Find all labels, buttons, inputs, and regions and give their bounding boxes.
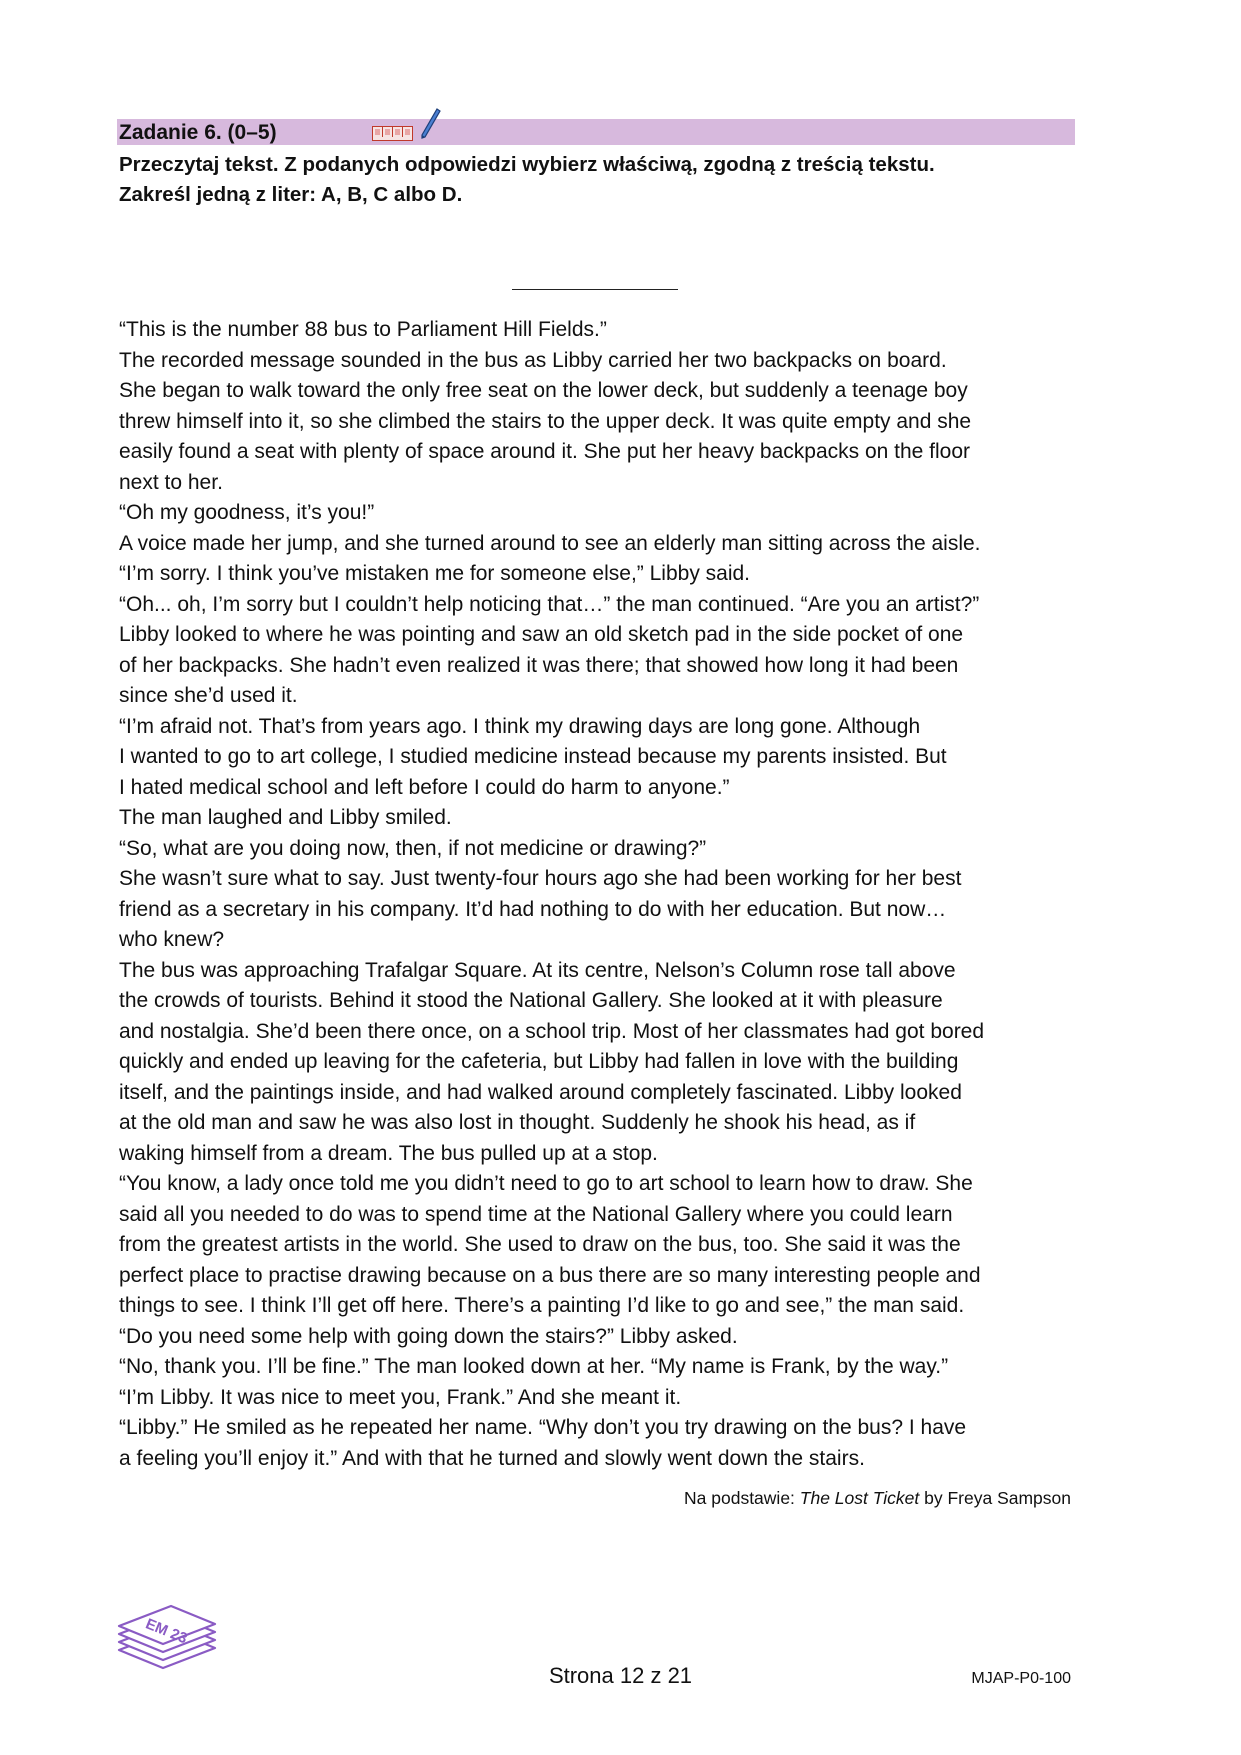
score-box bbox=[403, 127, 412, 137]
story-text bbox=[119, 315, 1079, 1474]
story-line: I wanted to go to art college, I studied medicine instead because my parents insisted. But bbox=[119, 745, 947, 768]
story-line: easily found a seat with plenty of space around it. She put her heavy backpacks on the floor bbox=[119, 440, 971, 463]
story-line: who knew? bbox=[119, 928, 225, 951]
story-line: The man laughed and Libby smiled. bbox=[119, 806, 452, 829]
story-line: threw himself into it, so she climbed the stairs to the upper deck. It was quite empty and she bbox=[119, 409, 972, 433]
story-line: quickly and ended up leaving for the cafeteria, but Libby had fallen in love with the building bbox=[119, 1050, 959, 1073]
instruction-line: Przeczytaj tekst. Z podanych odpowiedzi wybierz właściwą, zgodną z treścią tekstu. bbox=[119, 153, 935, 176]
story-line: of her backpacks. She hadn’t even realized it was there; that showed how long it had been bbox=[119, 653, 959, 677]
story-line: “Do you need some help with going down the stairs?” Libby asked. bbox=[119, 1324, 738, 1348]
story-line: Libby looked to where he was pointing and saw an old sketch pad in the side pocket of one bbox=[119, 623, 964, 646]
story-line: The bus was approaching Trafalgar Square. At its centre, Nelson’s Column rose tall above bbox=[119, 958, 956, 982]
page-number: Strona 12 z 21 bbox=[548, 1663, 693, 1688]
story-line: I hated medical school and left before I could do harm to anyone.” bbox=[119, 775, 730, 799]
story-line: the crowds of tourists. Behind it stood the National Gallery. She looked at it with pleasure bbox=[119, 989, 943, 1012]
story-line: “Oh my goodness, it’s you!” bbox=[119, 501, 375, 524]
story-line: “Libby.” He smiled as he repeated her name. “Why don’t you try drawing on the bus? I have bbox=[119, 1416, 967, 1439]
source-suffix: by Freya Sampson bbox=[919, 1488, 1071, 1508]
story-line: “Oh... oh, I’m sorry but I couldn’t help noticing that…” the man continued. “Are you an artist?” bbox=[119, 592, 980, 616]
pen-icon bbox=[419, 107, 441, 141]
score-box bbox=[373, 127, 383, 137]
story-line: from the greatest artists in the world. She used to draw on the bus, too. She said it was the bbox=[119, 1233, 961, 1256]
section-divider bbox=[512, 289, 678, 290]
story-line: “You know, a lady once told me you didn’t need to go to art school to learn how to draw. She bbox=[119, 1172, 973, 1195]
story-line: The recorded message sounded in the bus as Libby carried her two backpacks on board. bbox=[119, 348, 947, 372]
instruction-line: Zakreśl jedną z liter: A, B, C albo D. bbox=[119, 183, 463, 206]
story-line: waking himself from a dream. The bus pulled up at a stop. bbox=[119, 1141, 658, 1165]
logo-text: EM 23 bbox=[143, 1615, 190, 1648]
source-book-title: The Lost Ticket bbox=[799, 1488, 920, 1508]
story-line: “No, thank you. I’ll be fine.” The man looked down at her. “My name is Frank, by the way.” bbox=[119, 1355, 949, 1378]
story-line: “I’m Libby. It was nice to meet you, Frank.” And she meant it. bbox=[119, 1385, 682, 1409]
story-line: “This is the number 88 bus to Parliament Hill Fields.” bbox=[119, 318, 607, 341]
story-line: A voice made her jump, and she turned around to see an elderly man sitting across the aisle. bbox=[119, 531, 981, 555]
story-line: “So, what are you doing now, then, if not medicine or drawing?” bbox=[119, 836, 707, 860]
story-line: and nostalgia. She’d been there once, on a school trip. Most of her classmates had got bored bbox=[119, 1019, 985, 1043]
task-title: Zadanie 6. (0–5) bbox=[119, 121, 277, 144]
instructions bbox=[119, 150, 1079, 210]
task-header bbox=[117, 119, 1075, 145]
story-line: perfect place to practise drawing because on a bus there are so many interesting people and bbox=[119, 1263, 981, 1287]
story-line: a feeling you’ll enjoy it.” And with that he turned and slowly went down the stairs. bbox=[119, 1446, 865, 1470]
story-line: She began to walk toward the only free seat on the lower deck, but suddenly a teenage boy bbox=[119, 379, 968, 402]
document-code: MJAP-P0-100 bbox=[971, 1670, 1071, 1687]
score-box bbox=[383, 127, 393, 137]
story-line: at the old man and saw he was also lost in thought. Suddenly he shook his head, as if bbox=[119, 1111, 916, 1134]
story-line: She wasn’t sure what to say. Just twenty-four hours ago she had been working for her best bbox=[119, 867, 962, 890]
story-line: since she’d used it. bbox=[119, 684, 298, 707]
story-line: “I’m afraid not. That’s from years ago. I think my drawing days are long gone. Although bbox=[119, 714, 921, 738]
story-line: next to her. bbox=[119, 470, 223, 494]
story-line: friend as a secretary in his company. It’d had nothing to do with her education. But now… bbox=[119, 897, 947, 921]
score-boxes-icon bbox=[372, 126, 413, 141]
source-prefix: Na podstawie: bbox=[684, 1488, 800, 1508]
story-line: itself, and the paintings inside, and had walked around completely fascinated. Libby looked bbox=[119, 1080, 962, 1104]
story-line: said all you needed to do was to spend time at the National Gallery where you could learn bbox=[119, 1202, 953, 1226]
source-citation bbox=[684, 1487, 1071, 1509]
story-line: “I’m sorry. I think you’ve mistaken me for someone else,” Libby said. bbox=[119, 562, 751, 585]
score-box bbox=[393, 127, 403, 137]
story-line: things to see. I think I’ll get off here. There’s a painting I’d like to go and see,” the man said. bbox=[119, 1294, 965, 1317]
